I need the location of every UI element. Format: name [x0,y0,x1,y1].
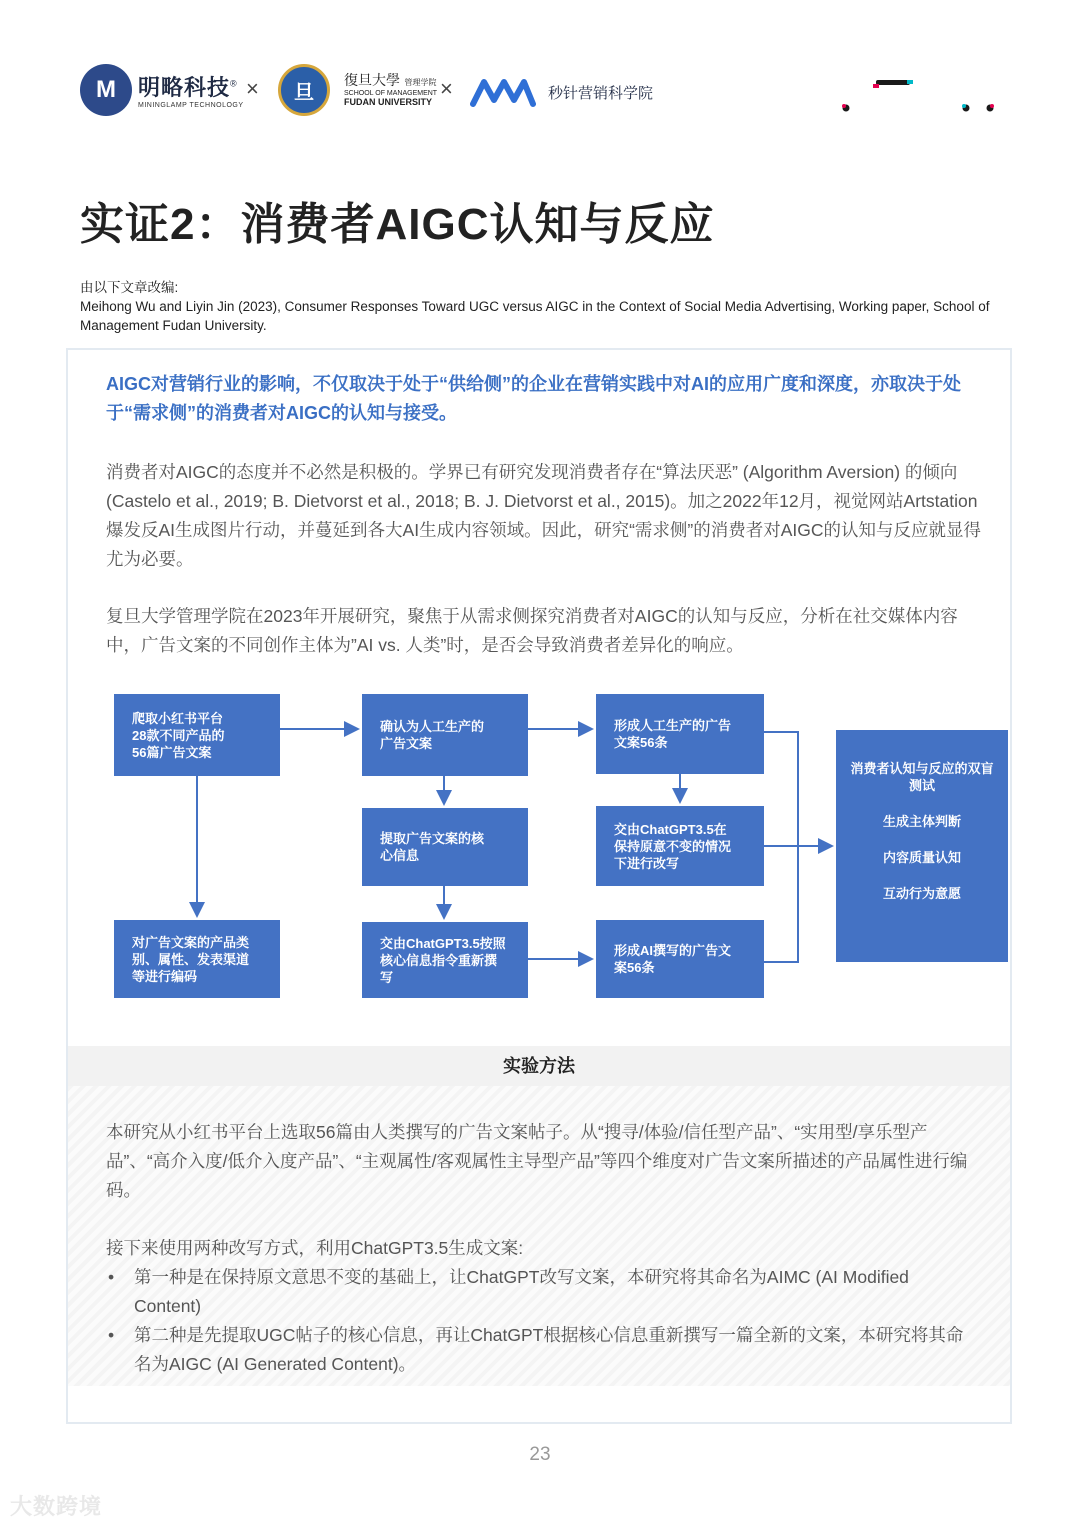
result-title: 消费者认知与反应的双盲测试 [850,761,994,793]
method-bullet-aimc: • 第一种是在保持原文意思不变的基础上，让ChatGPT改写文案，本研究将其命名为AIMC (AI Modified Content) [106,1263,976,1321]
flow-box-result [836,730,1008,962]
source-intro: 由以下文章改编: [80,280,179,295]
flow-box-encode: 对广告文案的产品类 别、属性、发表渠道 等进行编码 [114,920,280,998]
flow-box-modify: 交由ChatGPT3.5在 保持原意不变的情况 下进行改写 [596,806,764,886]
paragraph-study: 复旦大学管理学院在2023年开展研究，聚焦于从需求侧探究消费者对AIGC的认知与反应，分析在社交媒体内容中，广告文案的不同创作主体为”AI vs. 人类”时，是否会导致消费者差异化的响应。 [106,606,958,655]
result-item: 内容质量认知 [882,850,961,865]
flow-box-ai56: 形成AI撰写的广告文 案56条 [596,920,764,998]
logo-mininglamp-en: MININGLAMP TECHNOLOGY [138,102,244,109]
registered-mark: ® [230,78,238,89]
lead-statement: AIGC对营销行业的影响，不仅取决于处于“供给侧”的企业在营销实践中对AI的应用广度和深度，亦取决于处于“需求侧”的消费者对AIGC的认知与接受。 [106,374,961,423]
content-card [66,348,1012,1424]
source-citation: Meihong Wu and Liyin Jin (2023), Consumer Responses Toward UGC versus AIGC in the Context of Social Media Advertising, Working paper, School of Management Fudan University. [80,299,990,333]
method-paragraph-1: 本研究从小红书平台上选取56篇由人类撰写的广告文案帖子。从“搜寻/体验/信任型产品”、“实用型/享乐型产品”、“高介入度/低介入度产品”、“主观属性/客观属性主导型产品”等四个维度对广告文案所描述的产品属性进行编码。 [106,1122,968,1200]
miaozhen-logo-icon [470,76,536,108]
source-note [80,278,1010,335]
flow-box-extract: 提取广告文案的核 心信息 [362,808,528,886]
flow-box-confirm: 确认为人工生产的 广告文案 [362,694,528,776]
watermark: 大数跨境 [10,1494,103,1519]
logo-mininglamp-cn: 明略科技 [138,75,231,100]
method-paragraph-2: 接下来使用两种改写方式，利用ChatGPT3.5生成文案: [106,1238,524,1258]
logo-fudan-en2: FUDAN UNIVERSITY [344,97,433,107]
flow-box-human56: 形成人工生产的广告 文案56条 [596,694,764,774]
logo-miaozhen-text: 秒针营销科学院 [548,85,654,102]
method-heading: 实验方法 [68,1046,1010,1086]
fudan-seal-icon: 旦 [278,64,330,116]
mininglamp-logo-icon: M [80,64,132,116]
flow-box-rewrite-core: 交由ChatGPT3.5按照 核心信息指令重新撰 写 [362,922,528,998]
paragraph-attitude: 消费者对AIGC的态度并不必然是积极的。学界已有研究发现消费者存在“算法厌恶” (Algorithm Aversion) 的倾向 (Castelo et al., 2019; B. Dietvorst et al., 2018; B. J. Dietvorst et al., 2015)。加之2022年12月，视觉网站Artstation爆发反AI生成图片行动，并蔓延到各大AI生成内容领域。因此，研究“需求侧”的消费者对AIGC的认知与反应就显得尤为必要。 [106,462,982,569]
logo-mininglamp [80,64,244,116]
result-item: 互动行为意愿 [882,886,961,901]
flow-box-crawl: 爬取小红书平台 28款不同产品的 56篇广告文案 [114,694,280,776]
logo-fudan-en1: SCHOOL OF MANAGEMENT [344,90,438,97]
page-title: 实证2：消费者AIGC认知与反应 [80,200,715,249]
separator-times: × [246,76,259,101]
logo-fudan-dept: 管理学院 [404,78,437,87]
method-bullets [106,1263,976,1379]
page-number: 23 [529,1444,551,1465]
method-bullet-aigc: • 第二种是先提取UGC帖子的核心信息，再让ChatGPT根据核心信息重新撰写一篇全新的文案，本研究将其命名为AIGC (AI Generated Content)。 [106,1321,976,1379]
result-item: 生成主体判断 [882,814,961,829]
page-header [80,62,1000,122]
corner-decoration-icon [840,72,1000,122]
logo-fudan [344,70,437,107]
method-body [68,1086,1010,1386]
logo-fudan-cn: 復旦大學 [344,73,400,89]
separator-times-2: × [440,76,453,101]
